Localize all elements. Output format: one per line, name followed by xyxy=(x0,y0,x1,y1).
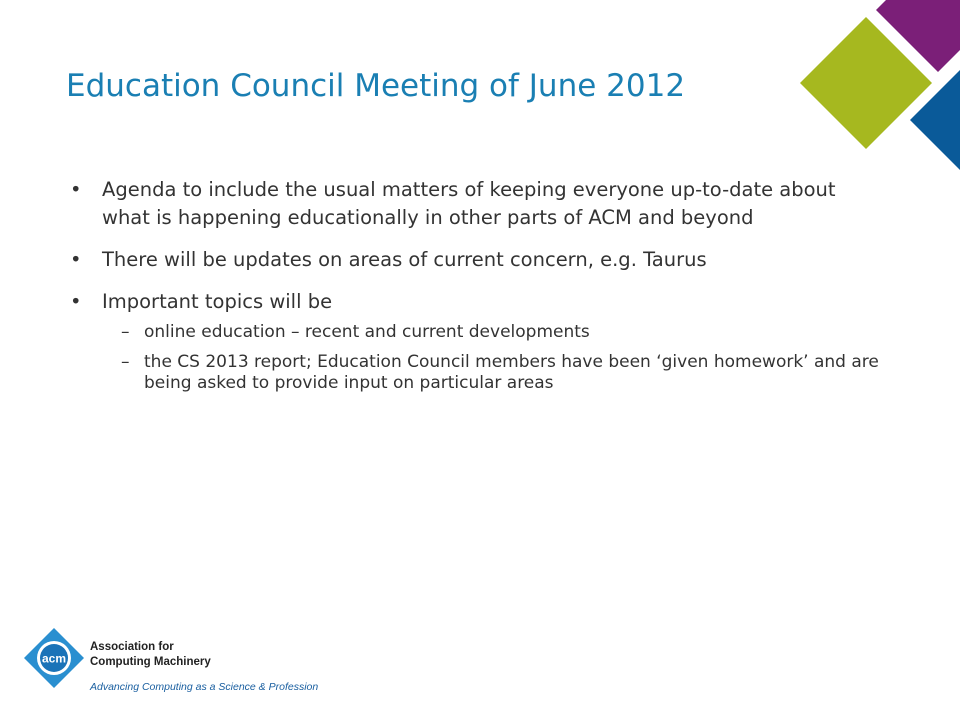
sub-bullet-item xyxy=(102,352,886,394)
sub-bullet-text: the CS 2013 report; Education Council members have been ‘given homework’ and are being asked to provide input on particular areas xyxy=(144,352,879,393)
sub-bullet-list xyxy=(102,322,886,394)
sub-bullet-mark: – xyxy=(121,352,130,372)
bullet-text: Agenda to include the usual matters of keeping everyone up-to-date about what is happening educationally in other parts of ACM and beyond xyxy=(102,178,836,229)
org-name-line-2: Computing Machinery xyxy=(90,656,211,668)
bullet-list xyxy=(66,176,886,408)
sub-bullet-item xyxy=(102,322,886,343)
bullet-item xyxy=(66,176,886,232)
acm-tagline: Advancing Computing as a Science & Profession xyxy=(90,681,319,693)
sub-bullet-mark: – xyxy=(121,322,130,342)
bullet-mark: • xyxy=(70,248,82,271)
bullet-text: There will be updates on areas of current concern, e.g. Taurus xyxy=(102,248,707,271)
acm-logo-mark-text: acm xyxy=(41,651,67,666)
bullet-item xyxy=(66,246,886,274)
bullet-item xyxy=(66,288,886,394)
sub-bullet-text: online education – recent and current developments xyxy=(144,322,590,342)
bullet-mark: • xyxy=(70,178,82,201)
slide-title: Education Council Meeting of June 2012 xyxy=(66,68,686,104)
bullet-text: Important topics will be xyxy=(102,290,333,313)
org-name-line-1: Association for xyxy=(90,641,174,653)
bullet-mark: • xyxy=(70,290,82,313)
